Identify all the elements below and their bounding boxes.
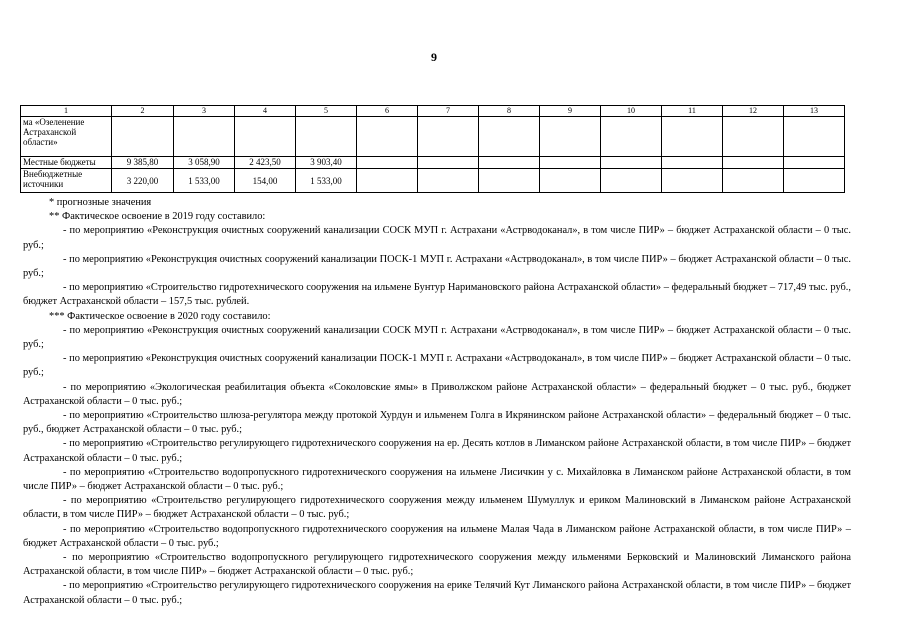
footnote-item: - по мероприятию «Строительство водопропускного регулирующего гидротехнического сооружения между ильменями Берковский и Малиновский Лиманского района Астраханской области, в том числе ПИР» – бюджет Астраханской области – 0 тыс. руб.; xyxy=(23,552,851,578)
table-cell xyxy=(479,117,540,157)
footnote-item: - по мероприятию «Строительство водопропускного гидротехнического сооружения на ильмене Лисичкин у с. Михайловка в Лиманском районе Астраханской области, в том числе ПИР» – бюджет Астраханской области – 0 тыс. руб.; xyxy=(23,466,851,493)
table-cell xyxy=(601,169,662,193)
column-header: 7 xyxy=(418,106,479,117)
footnote-item: - по мероприятию «Реконструкция очистных сооружений канализации СОСК МУП г. Астрахани «Астрводоканал», в том числе ПИР» – бюджет Астраханской области – 0 тыс. руб.; xyxy=(23,225,851,251)
footnote-item: - по мероприятию «Строительство регулирующего гидротехнического сооружения на ер. Десять котлов в Лиманском районе Астраханской области, в том числе ПИР» – бюджет Астраханской области – 0 тыс. руб.; xyxy=(23,438,851,464)
column-header: 10 xyxy=(601,106,662,117)
column-header: 5 xyxy=(296,106,357,117)
footnote-item: - по мероприятию «Экологическая реабилитация объекта «Соколовские ямы» в Приволжском районе Астраханской области» – федеральный бюджет – 0 тыс. руб., бюджет Астраханской области – 0 тыс. руб.; xyxy=(23,381,851,407)
table-cell: 154,00 xyxy=(235,169,296,193)
table-cell: 1 533,00 xyxy=(174,169,235,193)
column-header: 4 xyxy=(235,106,296,117)
column-header: 6 xyxy=(357,106,418,117)
table-cell xyxy=(174,117,235,157)
table-cell: 3 220,00 xyxy=(112,169,174,193)
table-row xyxy=(21,157,845,169)
table-cell xyxy=(784,169,845,193)
table-cell xyxy=(540,157,601,169)
column-header: 3 xyxy=(174,106,235,117)
column-header: 9 xyxy=(540,106,601,117)
page-number: 9 xyxy=(431,50,437,64)
table-cell xyxy=(418,117,479,157)
footnote-forecast: * прогнозные значения xyxy=(49,197,152,208)
table-cell: 3 058,90 xyxy=(174,157,235,169)
table-row xyxy=(21,169,845,193)
table-cell xyxy=(479,157,540,169)
table-cell xyxy=(723,169,784,193)
table-row xyxy=(21,117,845,157)
table-cell xyxy=(723,157,784,169)
table-cell xyxy=(540,169,601,193)
column-header: 8 xyxy=(479,106,540,117)
table-cell xyxy=(662,169,723,193)
footnote-item: - по мероприятию «Строительство шлюза-регулятора между протокой Хурдун и ильменем Голга в Икрянинском районе Астраханской области» – федеральный бюджет – 0 тыс. руб., бюджет Астраханской области – 0 тыс. руб.; xyxy=(23,410,851,436)
table-cell xyxy=(784,157,845,169)
table-cell: 3 903,40 xyxy=(296,157,357,169)
table-header-row xyxy=(21,106,845,117)
table-cell xyxy=(601,117,662,157)
footnotes xyxy=(23,196,851,608)
table-cell xyxy=(235,117,296,157)
table-cell xyxy=(418,169,479,193)
table-cell xyxy=(357,117,418,157)
table-cell xyxy=(112,117,174,157)
row-label: Внебюджетные источники xyxy=(21,169,112,193)
column-header: 11 xyxy=(662,106,723,117)
table-cell: 1 533,00 xyxy=(296,169,357,193)
footnote-item: - по мероприятию «Строительство гидротехнического сооружения на ильмене Бунтур Наримановского района Астраханской области» – федеральный бюджет – 717,49 тыс. руб., бюджет Астраханской области – 157,5 тыс. рублей. xyxy=(23,282,851,308)
column-header: 12 xyxy=(723,106,784,117)
table-cell xyxy=(479,169,540,193)
table-cell: 2 423,50 xyxy=(235,157,296,169)
table-cell xyxy=(662,157,723,169)
table-cell xyxy=(784,117,845,157)
table-cell xyxy=(662,117,723,157)
column-header: 13 xyxy=(784,106,845,117)
table-cell xyxy=(357,157,418,169)
table-cell xyxy=(296,117,357,157)
budget-table xyxy=(20,105,845,193)
footnote-item: - по мероприятию «Строительство водопропускного гидротехнического сооружения на ильмене Малая Чада в Лиманском районе Астраханской области, в том числе ПИР» – бюджет Астраханской области – 0 тыс. руб.; xyxy=(23,523,851,549)
footnote-item: - по мероприятию «Строительство регулирующего гидротехнического сооружения на ерике Телячий Кут Лиманского района Астраханской области, в том числе ПИР» – бюджет Астраханской области – 0 тыс. руб.; xyxy=(23,580,851,606)
table-cell: 9 385,80 xyxy=(112,157,174,169)
column-header: 1 xyxy=(21,106,112,117)
table-cell xyxy=(418,157,479,169)
footnote-2019-heading: ** Фактическое освоение в 2019 году составило: xyxy=(49,211,266,223)
row-label: Местные бюджеты xyxy=(21,157,112,169)
footnote-item: - по мероприятию «Реконструкция очистных сооружений канализации ПОСК-1 МУП г. Астрахани «Астрводоканал», в том числе ПИР» – бюджет Астраханской области – 0 тыс. руб.; xyxy=(23,253,851,280)
column-header: 2 xyxy=(112,106,174,117)
row-label: ма «Озеленение Астраханской области» xyxy=(21,117,112,157)
table-cell xyxy=(723,117,784,157)
table-cell xyxy=(601,157,662,169)
footnote-2020-heading: *** Фактическое освоение в 2020 году составило: xyxy=(49,310,271,322)
footnote-item: - по мероприятию «Реконструкция очистных сооружений канализации ПОСК-1 МУП г. Астрахани «Астрводоканал», в том числе ПИР» – бюджет Астраханской области – 0 тыс. руб.; xyxy=(23,353,851,379)
table-cell xyxy=(357,169,418,193)
table-cell xyxy=(540,117,601,157)
footnote-item: - по мероприятию «Строительство регулирующего гидротехнического сооружения между ильменем Шумуллук и ериком Малиновский в Лиманском районе Астраханской области, в том числе ПИР» – бюджет Астраханской области – 0 тыс. руб.; xyxy=(23,495,851,521)
footnote-item: - по мероприятию «Реконструкция очистных сооружений канализации СОСК МУП г. Астрахани «Астрводоканал», в том числе ПИР» – бюджет Астраханской области – 0 тыс. руб.; xyxy=(23,324,851,351)
